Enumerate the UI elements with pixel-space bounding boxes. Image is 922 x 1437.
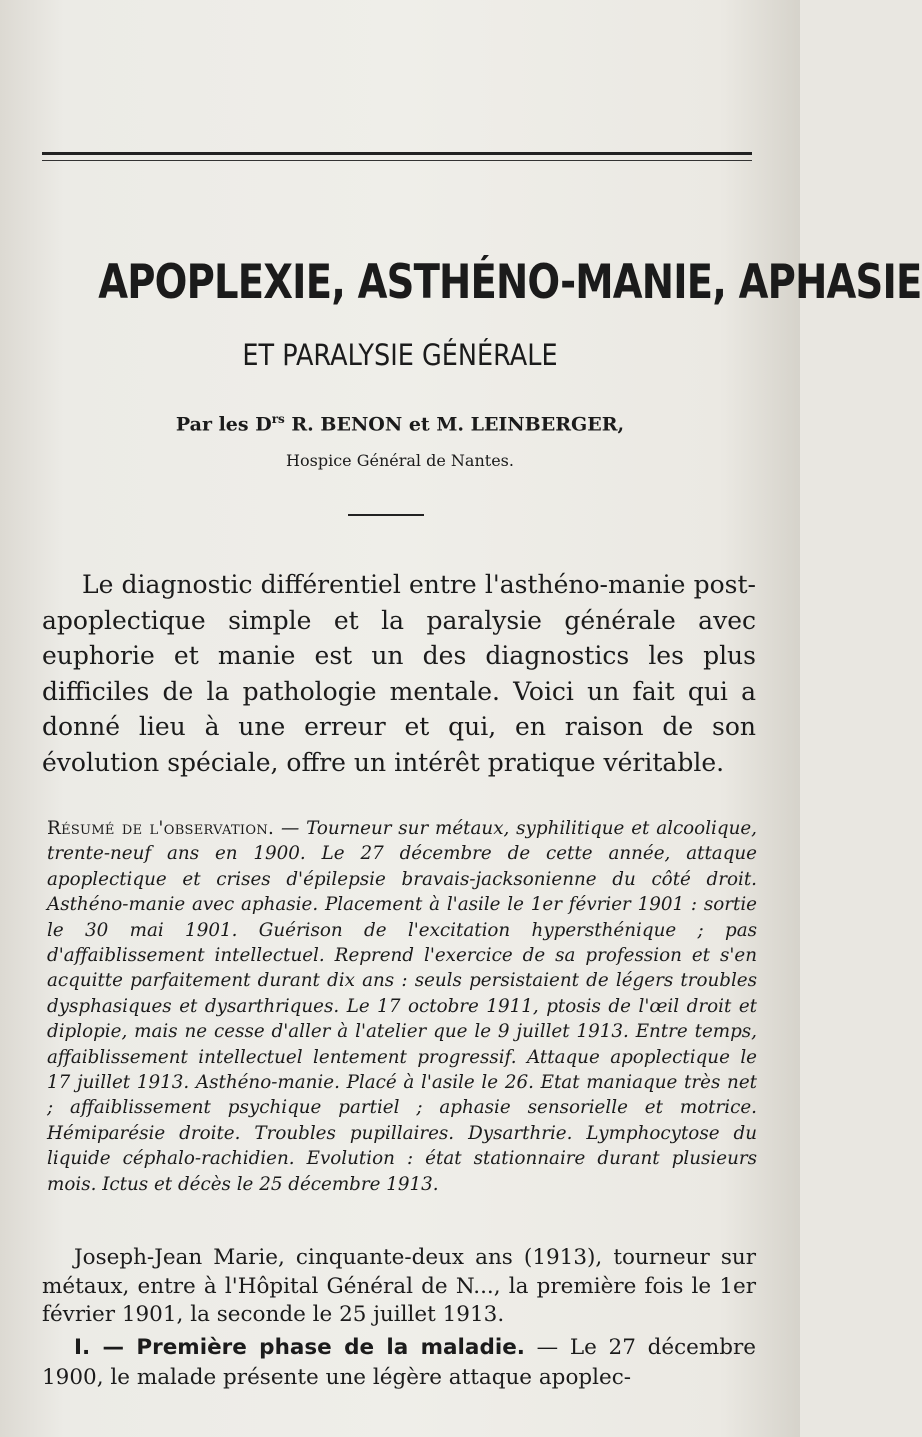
section-paragraph — [42, 1333, 756, 1393]
patient-paragraph: Joseph-Jean Marie, cinquante-deux ans (1913), tourneur sur métaux, entre à l'Hôpital Général de N..., la première fois le 1er février 1901, la seconde le 25 juillet 1913. — [42, 1245, 756, 1327]
separator-rule — [348, 514, 424, 516]
affiliation: Hospice Général de Nantes. — [286, 451, 514, 470]
summary-label: Résumé de l'observation. — [47, 818, 275, 839]
section-text: — Le 27 décembre 1900, le malade présente une légère attaque apoplec- — [42, 1335, 756, 1390]
article-title: APOPLEXIE, ASTHÉNO-MANIE, APHASIE — [98, 255, 922, 310]
header-rule — [42, 152, 752, 155]
observation-summary — [47, 816, 757, 1197]
byline — [0, 412, 800, 435]
section-heading: I. — Première phase de la maladie. — [74, 1335, 525, 1360]
byline-authors: R. BENON et M. LEINBERGER, — [284, 413, 625, 436]
byline-pre: Par les D — [175, 413, 272, 436]
intro-paragraph: Le diagnostic différentiel entre l'asthéno-manie post-apoplectique simple et la paralysie générale avec euphorie et manie est un des diagnostics les plus difficiles de la pathologie mentale. Voici un fait qui a donné lieu à une erreur et qui, en raison de son évolution spéciale, offre un intérêt pratique véritable. — [42, 570, 756, 777]
article-subtitle: ET PARALYSIE GÉNÉRALE — [242, 338, 558, 372]
summary-text: — Tourneur sur métaux, syphilitique et alcoolique, trente-neuf ans en 1900. Le 27 décembre de cette année, attaque apoplectique et crises d'épilepsie bravais-jacksonienne du côté droit. Asthéno-manie avec aphasie. Placement à l'asile le 1er février 1901 : sortie le 30 mai 1901. Guérison de l'excitation hypersthénique ; pas d'affaiblissement intellectuel. Reprend l'exercice de sa profession et s'en acquitte parfaitement durant dix ans : seuls persistaient de légers troubles dysphasiques et dysarthriques. Le 17 octobre 1911, ptosis de l'œil droit et diplopie, mais ne cesse d'aller à l'atelier que le 9 juillet 1913. Entre temps, affaiblissement intellectuel lentement progressif. Attaque apoplectique le 17 juillet 1913. Asthéno-manie. Placé à l'asile le 26. Etat maniaque très net ; affaiblissement psychique partiel ; aphasie sensorielle et motrice. Hémiparésie droite. Troubles pupillaires. Dysarthrie. Lymphocytose du liquide céphalo-rachidien. Evolution : état stationnaire durant plusieurs mois. Ictus et décès le 25 décembre 1913. — [47, 818, 757, 1195]
header-rule-thin — [42, 160, 752, 161]
byline-sup: rs — [271, 412, 285, 426]
